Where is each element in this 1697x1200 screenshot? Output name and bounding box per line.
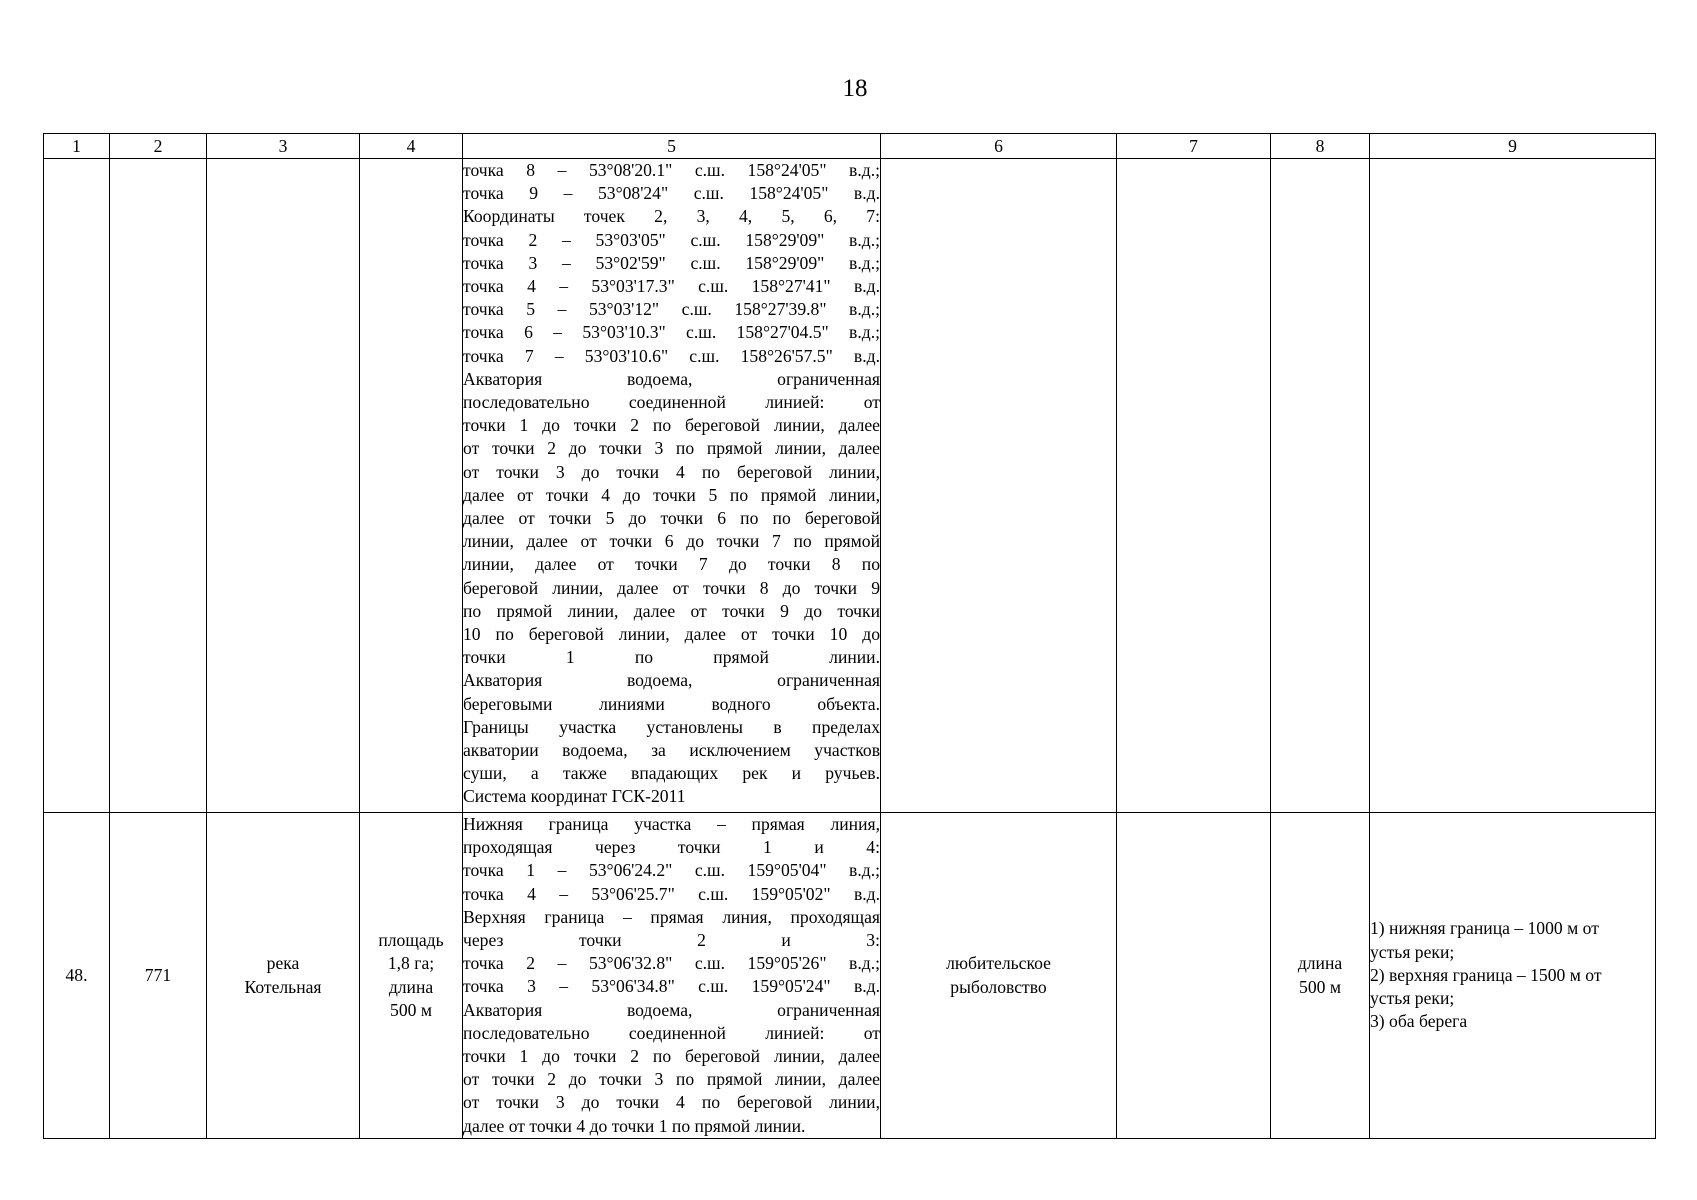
col-header-4: 4 bbox=[360, 134, 463, 159]
cell-length bbox=[1271, 159, 1370, 813]
description-line: Координаты точек 2, 3, 4, 5, 6, 7: bbox=[463, 206, 880, 227]
cell-purpose bbox=[881, 159, 1117, 813]
description-line: далее от точки 4 до точки 5 по прямой линии, bbox=[463, 484, 880, 505]
description-line: последовательно соединенной линией: от bbox=[463, 1022, 880, 1043]
description-line: точка 6 – 53°03'10.3" с.ш. 158°27'04.5" в.д.; bbox=[463, 322, 880, 343]
col-header-1: 1 bbox=[44, 134, 110, 159]
cell-name bbox=[207, 813, 360, 1139]
description-line: точка 3 – 53°06'34.8" с.ш. 159°05'24" в.д. bbox=[463, 976, 880, 997]
cell-boundaries bbox=[1370, 813, 1656, 1139]
description-line: точки 1 до точки 2 по береговой линии, далее bbox=[463, 1046, 880, 1067]
description-line: точка 1 – 53°06'24.2" с.ш. 159°05'04" в.д.; bbox=[463, 860, 880, 881]
description-line: точка 5 – 53°03'12" с.ш. 158°27'39.8" в.д.; bbox=[463, 299, 880, 320]
size-line: 500 м bbox=[390, 999, 432, 1020]
cell-purpose bbox=[881, 813, 1117, 1139]
description-text bbox=[463, 159, 880, 809]
cell-boundary-description bbox=[463, 813, 881, 1139]
description-line: от точки 3 до точки 4 по береговой линии, bbox=[463, 461, 880, 482]
description-line: через точки 2 и 3: bbox=[463, 930, 880, 951]
description-line: Акватория водоема, ограниченная bbox=[463, 999, 880, 1020]
description-line: от точки 3 до точки 4 по береговой линии, bbox=[463, 1092, 880, 1113]
description-line: точка 2 – 53°06'32.8" с.ш. 159°05'26" в.д.; bbox=[463, 953, 880, 974]
purpose-line: любительское bbox=[946, 953, 1051, 974]
description-line: по прямой линии, далее от точки 9 до точки bbox=[463, 600, 880, 621]
length-line: 500 м bbox=[1299, 976, 1341, 997]
description-line: далее от точки 5 до точки 6 по по береговой bbox=[463, 508, 880, 529]
description-line: точка 9 – 53°08'24" с.ш. 158°24'05" в.д. bbox=[463, 183, 880, 204]
boundary-line: устья реки; bbox=[1370, 941, 1455, 962]
description-line: точка 7 – 53°03'10.6" с.ш. 158°26'57.5" в.д. bbox=[463, 345, 880, 366]
cell-code bbox=[110, 159, 207, 813]
purpose-line: рыболовство bbox=[950, 976, 1047, 997]
col-header-7: 7 bbox=[1117, 134, 1271, 159]
boundary-line: устья реки; bbox=[1370, 988, 1455, 1009]
cell-boundary-description bbox=[463, 159, 881, 813]
size-line: 1,8 га; bbox=[387, 953, 435, 974]
description-line: Акватория водоема, ограниченная bbox=[463, 368, 880, 389]
size-line: площадь bbox=[378, 930, 444, 951]
length-line: длина bbox=[1297, 953, 1343, 974]
description-line: Система координат ГСК-2011 bbox=[463, 786, 686, 807]
description-line: Акватория водоема, ограниченная bbox=[463, 670, 880, 691]
description-text bbox=[463, 813, 880, 1138]
name-line: Котельная bbox=[244, 976, 322, 997]
description-line: точка 2 – 53°03'05" с.ш. 158°29'09" в.д.; bbox=[463, 229, 880, 250]
col-header-6: 6 bbox=[881, 134, 1117, 159]
description-line: далее от точки 4 до точки 1 по прямой линии. bbox=[463, 1115, 806, 1136]
column-number-row bbox=[44, 134, 1656, 159]
description-line: от точки 2 до точки 3 по прямой линии, далее bbox=[463, 1069, 880, 1090]
cell-name bbox=[207, 159, 360, 813]
fishing-areas-table bbox=[43, 133, 1656, 1139]
description-line: точка 4 – 53°03'17.3" с.ш. 158°27'41" в.д. bbox=[463, 276, 880, 297]
col-header-5: 5 bbox=[463, 134, 881, 159]
boundary-line: 3) оба берега bbox=[1370, 1011, 1468, 1032]
boundary-line: 1) нижняя граница – 1000 м от bbox=[1370, 918, 1599, 939]
description-line: проходящая через точки 1 и 4: bbox=[463, 837, 880, 858]
col-header-2: 2 bbox=[110, 134, 207, 159]
description-line: суши, а также впадающих рек и ручьев. bbox=[463, 763, 880, 784]
page-number: 18 bbox=[842, 75, 868, 102]
col-header-3: 3 bbox=[207, 134, 360, 159]
cell-num bbox=[44, 159, 110, 813]
cell-size bbox=[360, 813, 463, 1139]
size-line: длина bbox=[388, 976, 434, 997]
boundary-line: 2) верхняя граница – 1500 м от bbox=[1370, 964, 1602, 985]
cell-size bbox=[360, 159, 463, 813]
cell-code: 771 bbox=[110, 813, 207, 1139]
description-line: последовательно соединенной линией: от bbox=[463, 392, 880, 413]
description-line: 10 по береговой линии, далее от точки 10 до bbox=[463, 624, 880, 645]
description-line: точка 8 – 53°08'20.1" с.ш. 158°24'05" в.д.; bbox=[463, 160, 880, 180]
cell-num: 48. bbox=[44, 813, 110, 1139]
cell-col7 bbox=[1117, 813, 1271, 1139]
description-line: точки 1 по прямой линии. bbox=[463, 647, 880, 668]
description-line: береговыми линиями водного объекта. bbox=[463, 693, 880, 714]
description-line: акватории водоема, за исключением участков bbox=[463, 740, 880, 761]
cell-boundaries bbox=[1370, 159, 1656, 813]
description-line: точка 4 – 53°06'25.7" с.ш. 159°05'02" в.д. bbox=[463, 883, 880, 904]
description-line: точки 1 до точки 2 по береговой линии, далее bbox=[463, 415, 880, 436]
name-line: река bbox=[266, 953, 300, 974]
description-line: береговой линии, далее от точки 8 до точки 9 bbox=[463, 577, 880, 598]
description-line: точка 3 – 53°02'59" с.ш. 158°29'09" в.д.; bbox=[463, 252, 880, 273]
table-row-48 bbox=[44, 813, 1656, 1139]
description-line: Нижняя граница участка – прямая линия, bbox=[463, 814, 880, 834]
description-line: от точки 2 до точки 3 по прямой линии, далее bbox=[463, 438, 880, 459]
description-line: Границы участка установлены в пределах bbox=[463, 716, 880, 737]
cell-col7 bbox=[1117, 159, 1271, 813]
cell-length bbox=[1271, 813, 1370, 1139]
description-line: линии, далее от точки 7 до точки 8 по bbox=[463, 554, 880, 575]
col-header-9: 9 bbox=[1370, 134, 1656, 159]
description-line: Верхняя граница – прямая линия, проходящая bbox=[463, 906, 880, 927]
description-line: линии, далее от точки 6 до точки 7 по прямой bbox=[463, 531, 880, 552]
col-header-8: 8 bbox=[1271, 134, 1370, 159]
table-row-continuation bbox=[44, 159, 1656, 813]
